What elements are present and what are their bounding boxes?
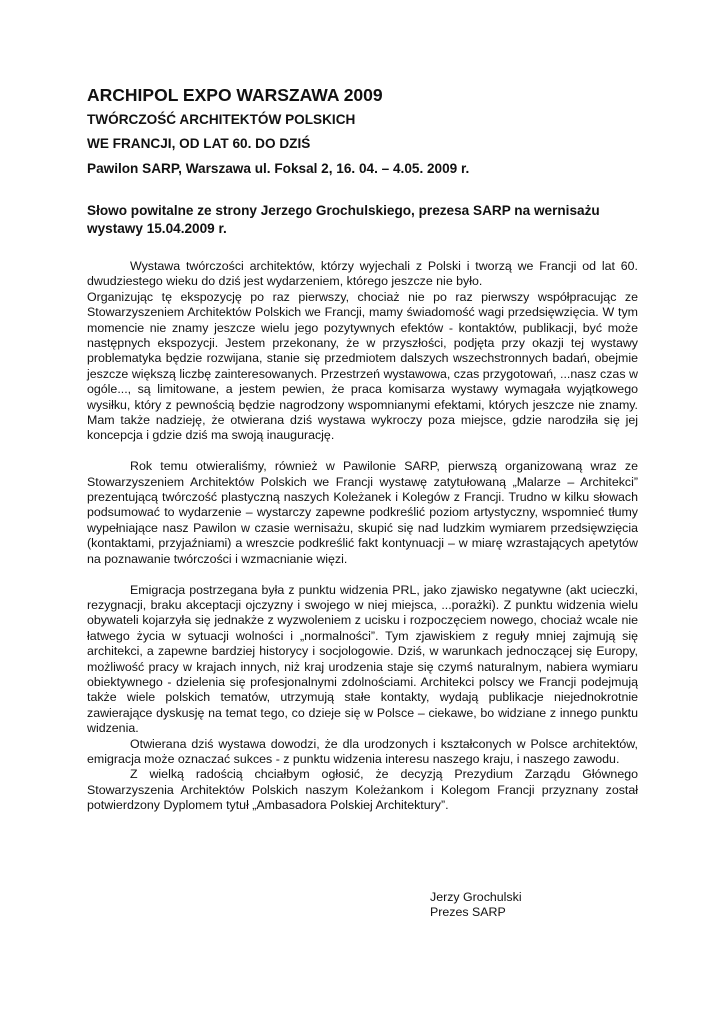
paragraph: Wystawa twórczości architektów, którzy wyjechali z Polski i tworzą we Francji od lat 60. dwudziestego wieku do dziś jest wydarzeniem, którego jeszcze nie było. [87,259,638,289]
speech-body [87,259,638,814]
signatory-name: Jerzy Grochulski [430,890,522,904]
paragraph: Z wielką radością chciałbym ogłosić, że decyzją Prezydium Zarządu Głównego Stowarzyszenia Architektów Polskich naszym Koleżankom i Kolegom Francji przyznany został potwierdzony Dyplomem tytuł „Ambasadora Polskiej Architektury”. [87,767,638,813]
paragraph: Otwierana dziś wystawa dowodzi, że dla urodzonych i kształconych w Polsce architektów, emigracja może oznaczać sukces - z punktu widzenia interesu naszego kraju, i naszego zawodu. [87,736,638,766]
paragraph: Emigracja postrzegana była z punktu widzenia PRL, jako zjawisko negatywne (akt ucieczki, rezygnacji, braku akceptacji ojczyzny i swojego w niej miejsca, ...porażki). Z punktu widzenia wielu obywateli kojarzyła się jednakże z wyzwoleniem z ucisku i rozpoczęciem nowego, chociaż wcale nie łatwego życia w sytuacji wolności i „normalności”. Tym zjawiskiem z reguły mniej zajmują się architekci, a zapewne bardziej historycy i socjologowie. Dziś, w warunkach jednoczącej się Europy, możliwość pracy w krajach innych, niż kraj urodzenia staje się czymś naturalnym, nabiera wymiaru obiektywnego - dzielenia się profesjonalnymi zdolnościami. Architekci polscy we Francji podejmują także wiele polskich tematów, utrzymują stałe kontakty, wydają publikacje niejednokrotnie zawierające dyskusję na temat tego, co dzieje się w Polsce – ciekawe, bo widziane z innego punktu widzenia. [87,582,638,736]
welcome-heading: Słowo powitalne ze strony Jerzego Grochulskiego, prezesa SARP na wernisażu wystawy 15.04.2009 r. [87,203,600,236]
exhibition-subtitle-line-1: TWÓRCZOŚĆ ARCHITEKTÓW POLSKICH [87,112,356,127]
venue-date-line: Pawilon SARP, Warszawa ul. Foksal 2, 16. 04. – 4.05. 2009 r. [87,161,470,176]
document-title: ARCHIPOL EXPO WARSZAWA 2009 [87,85,383,105]
paragraph: Rok temu otwieraliśmy, również w Pawilonie SARP, pierwszą organizowaną wraz ze Stowarzyszeniem Architektów Polskich we Francji wystawę zatytułowaną „Malarze – Architekci” prezentującą twórczość plastyczną naszych Koleżanek i Kolegów z Francji. Trudno w kilku słowach podsumować to wydarzenie – wystarczy zapewne podkreślić poziom artystyczny, wspomnieć tłumy wypełniające nasz Pawilon w czasie wernisażu, skupić się nad ludzkim wymiarem przedsięwzięcia (kontaktami, przyjaźniami) a wreszcie podkreślić fakt kontynuacji – w miarę wzrastających apetytów na poznawanie twórczości i wzmacnianie więzi. [87,459,638,566]
exhibition-subtitle-line-2: WE FRANCJI, OD LAT 60. DO DZIŚ [87,136,311,151]
paragraph: Organizując tę ekspozycję po raz pierwszy, chociaż nie po raz pierwszy współpracując ze Stowarzyszeniem Architektów Polskich we Francji, mamy świadomość wagi przedsięwzięcia. W tym momencie nie znamy jeszcze wielu jego pozytywnych efektów - kontaktów, publikacji, być może następnych ekspozycji. Jestem przekonany, że w przyszłości, podjęta przy okazji tej wystawy problematyka będzie rozwijana, stanie się przedmiotem dalszych wszechstronnych badań, obejmie jeszcze większą liczbę zainteresowanych. Przestrzeń wystawowa, czas przygotowań, ...nasz czas w ogóle..., są limitowane, a jestem pewien, że praca komisarza wystawy wymagała wyjątkowego wysiłku, który z pewnością będzie nagrodzony wspomnianymi efektami, których jeszcze nie znamy. Mam także nadzieję, że otwierana dziś wystawa wykroczy poza miejsce, gdzie narodziła się jej koncepcja i gdzie dziś ma swoją inaugurację. [87,289,638,443]
signature-block [430,890,522,921]
signatory-role: Prezes SARP [430,905,506,920]
